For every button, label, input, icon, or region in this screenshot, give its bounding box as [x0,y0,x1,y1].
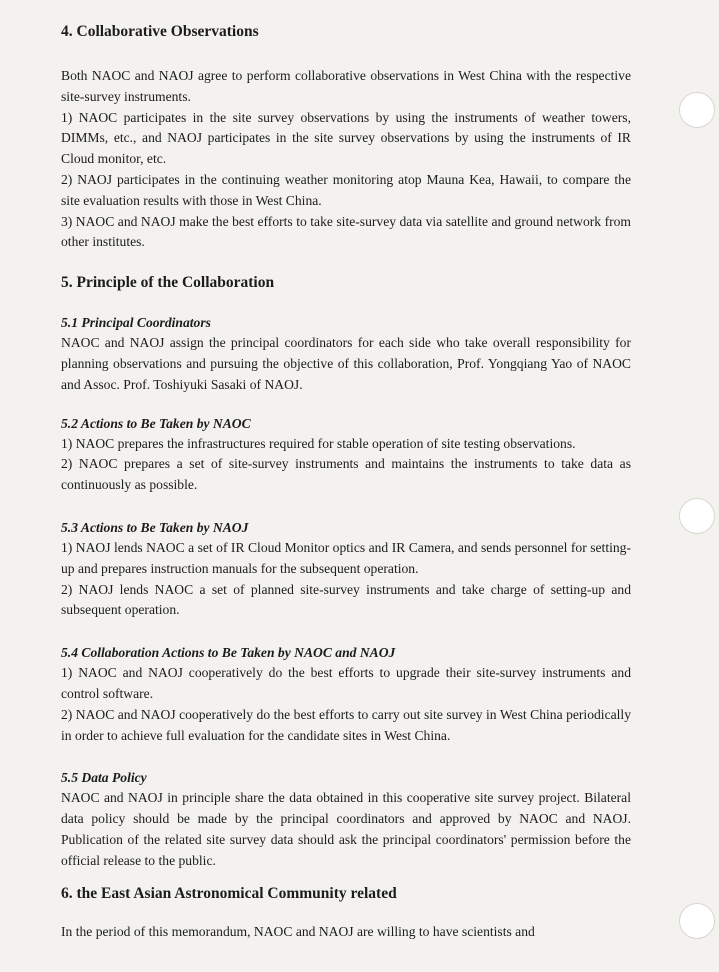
subsection-5-3 [61,518,631,621]
subsection-5-4 [61,643,631,746]
section-4-item-3: 3) NAOC and NAOJ make the best efforts to take site-survey data via satellite and ground network from other institutes. [61,213,631,250]
subsection-5-4-item-2: 2) NAOC and NAOJ cooperatively do the best efforts to carry out site survey in West China periodically in order to achieve full evaluation for the candidate sites in West China. [61,706,631,743]
subsection-5-1-paragraph: NAOC and NAOJ assign the principal coordinators for each side who take overall responsibility for planning observations and pursuing the objective of this collaboration, Prof. Yongqiang Yao of NAOC and Assoc. Prof. Toshiyuki Sasaki of NAOJ. [61,335,631,392]
section-4-body [61,66,631,253]
section-5-heading: 5. Principle of the Collaboration [61,274,275,292]
section-6-heading: 6. the East Asian Astronomical Community related [61,884,397,902]
subsection-5-5-paragraph: NAOC and NAOJ in principle share the data obtained in this cooperative site survey project. Bilateral data policy should be made by the principal coordinators and approved by NAOC and NAOJ. Publication of the related site survey data should ask the principal coordinators' permission before the official release to the public. [61,790,631,868]
subsection-5-5 [61,768,631,871]
section-4-item-1: 1) NAOC participates in the site survey observations by using the instruments of weather towers, DIMMs, etc., and NAOJ participates in the site survey observations by using the instruments of IR Cloud monitor, etc. [61,109,631,167]
subsection-5-3-title: 5.3 Actions to Be Taken by NAOJ [61,519,249,535]
subsection-5-4-item-1: 1) NAOC and NAOJ cooperatively do the best efforts to upgrade their site-survey instruments and control software. [61,665,631,701]
subsection-5-2 [61,414,631,496]
punch-hole-top [679,92,715,128]
punch-hole-middle [679,498,715,534]
subsection-5-2-item-1: 1) NAOC prepares the infrastructures required for stable operation of site testing observations. [61,435,576,451]
subsection-5-3-item-1: 1) NAOJ lends NAOC a set of IR Cloud Monitor optics and IR Camera, and sends personnel for setting-up and prepares instruction manuals for the subsequent operation. [61,539,631,576]
subsection-5-1 [61,313,631,395]
subsection-5-4-title: 5.4 Collaboration Actions to Be Taken by NAOC and NAOJ [61,645,396,661]
subsection-5-2-title: 5.2 Actions to Be Taken by NAOC [61,415,251,431]
subsection-5-1-title: 5.1 Principal Coordinators [61,315,211,331]
section-4-item-2: 2) NAOJ participates in the continuing weather monitoring atop Mauna Kea, Hawaii, to compare the site evaluation results with those in West China. [61,171,631,208]
subsection-5-5-title: 5.5 Data Policy [61,770,147,786]
punch-hole-bottom [679,903,715,939]
subsection-5-3-item-2: 2) NAOJ lends NAOC a set of planned site-survey instruments and take charge of setting-up and subsequent operation. [61,581,631,618]
document-body [61,22,631,942]
section-6-paragraph: In the period of this memorandum, NAOC and NAOJ are willing to have scientists and [61,923,535,939]
subsection-5-2-item-2: 2) NAOC prepares a set of site-survey instruments and maintains the instruments to take data as continuously as possible. [61,456,631,493]
section-4-paragraph: Both NAOC and NAOJ agree to perform collaborative observations in West China with the respective site-survey instruments. [61,68,631,104]
section-4-heading: 4. Collaborative Observations [61,23,259,40]
